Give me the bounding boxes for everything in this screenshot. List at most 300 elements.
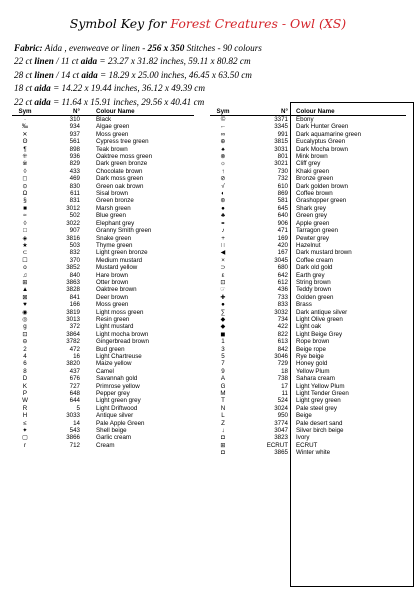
dmc-number-cell: 950 bbox=[277, 412, 288, 420]
dmc-number-cell: 907 bbox=[69, 227, 80, 235]
dmc-number-cell: 3032 bbox=[274, 308, 288, 316]
fabric-label: Fabric: bbox=[14, 43, 43, 53]
table-row bbox=[210, 146, 406, 153]
colour-name-cell: Light grey green bbox=[296, 397, 341, 405]
symbol-cell: ★ bbox=[22, 241, 28, 249]
colour-name-cell: Light moss green bbox=[96, 308, 144, 316]
table-row bbox=[210, 331, 406, 338]
dmc-number-cell: 642 bbox=[277, 271, 288, 279]
dmc-number-cell: 3371 bbox=[274, 116, 288, 123]
dmc-number-cell: 831 bbox=[69, 197, 80, 205]
symbol-cell: ≈ bbox=[23, 212, 27, 220]
table-row bbox=[210, 235, 406, 242]
dmc-number-cell: 3024 bbox=[274, 404, 288, 412]
table-row bbox=[12, 412, 194, 419]
colour-name-cell: Khaki green bbox=[296, 167, 330, 175]
table-row bbox=[12, 420, 194, 427]
table-row bbox=[210, 294, 406, 301]
table-row bbox=[210, 272, 406, 279]
symbol-cell: K bbox=[22, 382, 28, 390]
colour-name-cell: Dark antique silver bbox=[296, 308, 348, 316]
dmc-number-cell: 712 bbox=[69, 441, 80, 449]
dmc-number-cell: 640 bbox=[277, 212, 288, 220]
dmc-number-cell: 3021 bbox=[274, 160, 288, 168]
table-row bbox=[12, 272, 194, 279]
colour-name-cell: Bronze green bbox=[296, 175, 334, 183]
table-row bbox=[210, 242, 406, 249]
colour-name-cell: Ebony bbox=[296, 116, 314, 123]
size-line-2: 28 ct linen / 14 ct aida = 18.29 x 25.00 inches, 46.45 x 63.50 cm bbox=[14, 69, 252, 80]
dmc-number-cell: 310 bbox=[69, 116, 80, 123]
colour-name-cell: Snake green bbox=[96, 234, 132, 242]
dmc-number-cell: 433 bbox=[69, 167, 80, 175]
table-row bbox=[210, 227, 406, 234]
colour-name-cell: Dark mustard brown bbox=[296, 249, 352, 257]
symbol-cell: ◀ bbox=[220, 249, 226, 257]
symbol-cell: 5 bbox=[221, 353, 225, 360]
colour-name-cell: Pewter grey bbox=[296, 234, 330, 242]
dmc-number-cell: 3863 bbox=[66, 278, 80, 286]
colour-name-cell: Garlic cream bbox=[96, 434, 132, 442]
table-row bbox=[12, 220, 194, 227]
table-row bbox=[12, 123, 194, 130]
table-row bbox=[210, 442, 406, 449]
dmc-number-cell: 372 bbox=[69, 323, 80, 331]
colour-name-cell: Resin green bbox=[96, 315, 130, 323]
symbol-cell: ⁜ bbox=[22, 153, 28, 161]
colour-name-cell: Camel bbox=[96, 367, 114, 375]
table-row bbox=[210, 405, 406, 412]
table-row bbox=[210, 323, 406, 330]
table-row bbox=[210, 131, 406, 138]
dmc-number-cell: 3013 bbox=[66, 315, 80, 323]
dmc-number-cell: 16 bbox=[73, 353, 80, 360]
symbol-cell: ⊙ bbox=[22, 182, 28, 190]
colour-name-cell: Oaktree moss green bbox=[96, 153, 153, 161]
colour-name-cell: Thyme green bbox=[96, 241, 133, 249]
colour-name-cell: Bud green bbox=[96, 345, 125, 353]
table-row bbox=[12, 442, 194, 449]
dmc-number-cell: 610 bbox=[277, 182, 288, 190]
symbol-cell: ⚭ bbox=[220, 219, 226, 227]
table-row bbox=[210, 220, 406, 227]
colour-name-cell: Pepper grey bbox=[96, 390, 130, 398]
colour-name-cell: Beige bbox=[296, 412, 312, 420]
colour-name-cell: Otter brown bbox=[96, 278, 129, 286]
colour-name-cell: Moss green bbox=[96, 130, 129, 138]
symbol-cell: 2 bbox=[23, 345, 27, 353]
symbol-cell: ◆ bbox=[220, 315, 226, 323]
dmc-number-cell: 3866 bbox=[66, 434, 80, 442]
table-row bbox=[12, 138, 194, 145]
symbol-cell: ◆ bbox=[220, 323, 226, 331]
symbol-cell: ≤ bbox=[23, 419, 27, 427]
dmc-number-cell: 676 bbox=[69, 375, 80, 383]
dmc-number-cell: 611 bbox=[70, 190, 80, 198]
table-row bbox=[210, 190, 406, 197]
dmc-number-cell: 727 bbox=[69, 382, 80, 390]
symbol-cell: g bbox=[23, 323, 27, 331]
colour-name-cell: Cliff grey bbox=[296, 160, 321, 168]
table-row bbox=[12, 323, 194, 330]
dmc-number-cell: 581 bbox=[277, 197, 288, 205]
table-row bbox=[12, 235, 194, 242]
table-row bbox=[12, 405, 194, 412]
colour-name-cell: Medium mustard bbox=[96, 256, 143, 264]
right-rows bbox=[210, 116, 406, 457]
symbol-cell: M bbox=[220, 390, 226, 398]
symbol-cell: ◻ bbox=[22, 175, 28, 183]
colour-name-cell: Light green bronze bbox=[96, 249, 148, 257]
colour-name-cell: Dark Mocha brown bbox=[296, 145, 348, 153]
table-row bbox=[12, 183, 194, 190]
table-row bbox=[12, 205, 194, 212]
colour-name-cell: Black bbox=[96, 116, 112, 123]
colour-name-cell: Coffee cream bbox=[296, 256, 334, 264]
symbol-cell: ⊛ bbox=[220, 197, 226, 205]
dmc-number-cell: 644 bbox=[69, 397, 80, 405]
colour-name-cell: Light Tender Green bbox=[296, 390, 349, 398]
table-row bbox=[210, 123, 406, 130]
symbol-cell: ※ bbox=[22, 160, 28, 168]
colour-name-cell: Maize yellow bbox=[96, 360, 132, 368]
colour-name-cell: Granny Smith green bbox=[96, 227, 152, 235]
table-row bbox=[12, 360, 194, 367]
symbol-cell: ∷ bbox=[221, 241, 225, 249]
dmc-number-cell: 680 bbox=[277, 264, 288, 272]
dmc-number-cell: 3852 bbox=[66, 264, 80, 272]
dmc-number-cell: 732 bbox=[277, 175, 288, 183]
colour-name-cell: Tarragon green bbox=[296, 227, 338, 235]
dmc-number-cell: 3022 bbox=[66, 219, 80, 227]
symbol-cell: ⊠ bbox=[22, 293, 28, 301]
symbol-cell: ● bbox=[221, 204, 225, 212]
dmc-number-cell: 842 bbox=[277, 345, 288, 353]
size-line-1: 22 ct linen / 11 ct aida = 23.27 x 31.82 inches, 59.11 x 80.82 cm bbox=[14, 56, 251, 67]
symbol-cell: 8 bbox=[23, 367, 27, 375]
symbol-cell: ε bbox=[221, 271, 225, 279]
table-row bbox=[210, 116, 406, 123]
dmc-number-cell: 3820 bbox=[66, 360, 80, 368]
table-header bbox=[12, 108, 194, 116]
symbol-cell: Ω bbox=[22, 190, 28, 198]
dmc-number-cell: 840 bbox=[69, 271, 80, 279]
table-row bbox=[210, 397, 406, 404]
symbol-cell: ▲ bbox=[21, 286, 29, 294]
table-row bbox=[210, 353, 406, 360]
colour-name-cell: Primrose yellow bbox=[96, 382, 140, 390]
symbol-cell: 4 bbox=[23, 353, 27, 360]
dmc-number-cell: 3782 bbox=[66, 338, 80, 346]
symbol-cell: ☞ bbox=[220, 286, 226, 294]
symbol-cell: ‰ bbox=[21, 123, 29, 131]
title-pattern-name: Forest Creatures - Owl (XS) bbox=[170, 16, 347, 31]
symbol-cell: 7 bbox=[221, 360, 225, 368]
colour-name-cell: Honey gold bbox=[296, 360, 328, 368]
symbol-cell: W bbox=[22, 397, 28, 405]
symbol-cell: + bbox=[221, 234, 225, 242]
table-row bbox=[210, 257, 406, 264]
symbol-cell: 9 bbox=[221, 367, 225, 375]
symbol-cell: ◎ bbox=[22, 315, 28, 323]
dmc-number-cell: 11 bbox=[281, 390, 288, 398]
symbol-cell: ∞ bbox=[220, 130, 226, 138]
colour-name-cell: Blue green bbox=[96, 212, 126, 220]
colour-name-cell: Coffee brown bbox=[296, 190, 333, 198]
colour-name-cell: Sahara cream bbox=[296, 375, 335, 383]
table-row bbox=[210, 264, 406, 271]
dmc-number-cell: 502 bbox=[69, 212, 80, 220]
table-row bbox=[210, 420, 406, 427]
table-row bbox=[12, 153, 194, 160]
dmc-number-cell: 524 bbox=[277, 397, 288, 405]
colour-name-cell: Light green grey bbox=[96, 397, 141, 405]
dmc-number-cell: 370 bbox=[69, 256, 80, 264]
dmc-number-cell: 833 bbox=[277, 301, 288, 309]
colour-name-cell: Light mocha brown bbox=[96, 330, 149, 338]
dmc-number-cell: 3815 bbox=[274, 138, 288, 146]
symbol-cell: o bbox=[23, 264, 27, 272]
dmc-number-cell: 18 bbox=[281, 367, 288, 375]
dmc-number-cell: 3031 bbox=[274, 145, 288, 153]
symbol-cell: ✦ bbox=[22, 427, 28, 435]
dmc-number-cell: 3823 bbox=[274, 434, 288, 442]
table-row bbox=[210, 434, 406, 441]
symbol-cell: ☐ bbox=[22, 256, 28, 264]
dmc-number-cell: 645 bbox=[277, 204, 288, 212]
symbol-cell: ¶ bbox=[23, 145, 27, 153]
dmc-number-cell: 898 bbox=[69, 145, 80, 153]
fabric-rest: Stitches - 90 colours bbox=[184, 43, 262, 53]
dmc-number-cell: 613 bbox=[277, 338, 288, 346]
dmc-number-cell: 420 bbox=[277, 241, 288, 249]
header-sym: Sym bbox=[216, 108, 230, 115]
dmc-number-cell: 934 bbox=[69, 123, 80, 131]
colour-name-cell: Green oak brown bbox=[96, 182, 144, 190]
colour-name-cell: String brown bbox=[296, 278, 331, 286]
symbol-cell: ⊖ bbox=[22, 338, 28, 346]
table-row bbox=[12, 197, 194, 204]
table-row bbox=[210, 301, 406, 308]
symbol-cell: ♫ bbox=[22, 271, 28, 279]
table-row bbox=[210, 138, 406, 145]
symbol-cell: G bbox=[220, 382, 226, 390]
table-row bbox=[12, 190, 194, 197]
table-row bbox=[12, 294, 194, 301]
colour-name-cell: Rope brown bbox=[296, 338, 330, 346]
table-row bbox=[210, 383, 406, 390]
symbol-cell: 3 bbox=[221, 345, 225, 353]
dmc-number-cell: 3046 bbox=[274, 353, 288, 360]
title-prefix: Symbol Key for bbox=[69, 16, 167, 31]
dmc-number-cell: 469 bbox=[69, 175, 80, 183]
table-row bbox=[210, 346, 406, 353]
table-row bbox=[210, 360, 406, 367]
page-title bbox=[0, 16, 416, 31]
colour-name-cell: Dark golden brown bbox=[296, 182, 348, 190]
dmc-number-cell: 17 bbox=[281, 382, 288, 390]
symbol-cell: ■ bbox=[23, 204, 27, 212]
colour-name-cell: Winter white bbox=[296, 449, 331, 457]
symbol-cell: ⊕ bbox=[220, 138, 226, 146]
table-row bbox=[12, 397, 194, 404]
symbol-cell: ⊃ bbox=[220, 264, 226, 272]
colour-name-cell: Dark green bronze bbox=[96, 160, 148, 168]
symbol-cell: ▢ bbox=[22, 434, 28, 442]
dmc-number-cell: 936 bbox=[69, 153, 80, 161]
colour-name-cell: Dark Hunter Green bbox=[296, 123, 349, 131]
colour-name-cell: Hare brown bbox=[96, 271, 128, 279]
dmc-number-cell: 436 bbox=[277, 286, 288, 294]
symbol-cell: Z bbox=[221, 419, 225, 427]
symbol-cell: L bbox=[221, 412, 225, 420]
symbol-cell: ◘ bbox=[221, 434, 225, 442]
colour-name-cell: Cypress tree green bbox=[96, 138, 149, 146]
symbol-cell: ♠ bbox=[221, 145, 225, 153]
colour-name-cell: Pale Apple Green bbox=[96, 419, 145, 427]
colour-name-cell: Moss green bbox=[96, 301, 129, 309]
colour-name-cell: Pale desert sand bbox=[296, 419, 343, 427]
dmc-number-cell: 841 bbox=[69, 293, 80, 301]
colour-name-cell: Deer brown bbox=[96, 293, 128, 301]
table-row bbox=[12, 116, 194, 123]
table-row bbox=[12, 279, 194, 286]
table-row bbox=[12, 168, 194, 175]
table-row bbox=[210, 286, 406, 293]
table-header bbox=[210, 108, 406, 116]
colour-name-cell: Marsh green bbox=[96, 204, 131, 212]
symbol-cell: T bbox=[221, 397, 225, 405]
table-row bbox=[210, 338, 406, 345]
dmc-number-cell: 832 bbox=[69, 249, 80, 257]
symbol-cell: ⊞ bbox=[22, 278, 28, 286]
header-num: N° bbox=[281, 108, 288, 115]
dmc-number-cell: 730 bbox=[277, 167, 288, 175]
colour-name-cell: Light Driftwood bbox=[96, 404, 138, 412]
symbol-cell: ◐ bbox=[221, 190, 225, 198]
dmc-number-cell: 3012 bbox=[66, 204, 80, 212]
table-row bbox=[210, 375, 406, 382]
table-row bbox=[210, 212, 406, 219]
dmc-number-cell: 561 bbox=[69, 138, 80, 146]
symbol-cell: ♪ bbox=[221, 227, 225, 235]
table-row bbox=[210, 316, 406, 323]
header-sym: Sym bbox=[18, 108, 32, 115]
table-row bbox=[12, 390, 194, 397]
symbol-cell: □ bbox=[23, 227, 27, 235]
dmc-number-cell: 3865 bbox=[274, 449, 288, 457]
symbol-cell: N bbox=[220, 404, 226, 412]
dmc-number-cell: 991 bbox=[277, 130, 288, 138]
table-row bbox=[12, 331, 194, 338]
dmc-number-cell: 3345 bbox=[274, 123, 288, 131]
stitch-count: 256 x 350 bbox=[147, 43, 185, 53]
symbol-cell: ● bbox=[221, 301, 225, 309]
table-row bbox=[12, 212, 194, 219]
header-colour-name: Colour Name bbox=[96, 108, 135, 115]
symbol-cell: ← bbox=[219, 123, 227, 131]
symbol-cell: 1 bbox=[221, 338, 225, 346]
symbol-cell: 6 bbox=[23, 360, 27, 368]
table-row bbox=[210, 449, 406, 456]
symbol-cell: ◉ bbox=[22, 308, 28, 316]
dmc-number-cell: 543 bbox=[69, 427, 80, 435]
symbol-cell: ∑ bbox=[220, 308, 226, 316]
table-row bbox=[12, 227, 194, 234]
dmc-number-cell: 3774 bbox=[274, 419, 288, 427]
dmc-number-cell: 169 bbox=[277, 234, 288, 242]
dmc-number-cell: 166 bbox=[69, 301, 80, 309]
table-row bbox=[210, 205, 406, 212]
colour-name-cell: Chocolate brown bbox=[96, 167, 143, 175]
table-row bbox=[12, 286, 194, 293]
colour-name-cell: Earth grey bbox=[296, 271, 325, 279]
dmc-number-cell: 437 bbox=[69, 367, 80, 375]
colour-name-cell: Grashopper green bbox=[296, 197, 347, 205]
symbol-cell: ✚ bbox=[220, 293, 226, 301]
colour-name-cell: ECRUT bbox=[296, 441, 318, 449]
colour-name-cell: Apple green bbox=[296, 219, 330, 227]
colour-name-cell: Gingerbread brown bbox=[96, 338, 149, 346]
header-colour-name: Colour Name bbox=[296, 108, 335, 115]
table-row bbox=[12, 249, 194, 256]
dmc-number-cell: 3816 bbox=[66, 234, 80, 242]
dmc-number-cell: 612 bbox=[277, 278, 288, 286]
symbol-cell: ⊞ bbox=[220, 441, 226, 449]
symbol-cell: ↓ bbox=[221, 427, 225, 435]
table-row bbox=[12, 338, 194, 345]
symbol-cell: ⊘ bbox=[220, 175, 226, 183]
size-line-4: 22 ct aida = 11.64 x 15.91 inches, 29.56 x 40.41 cm bbox=[14, 96, 205, 107]
dmc-number-cell: 14 bbox=[73, 419, 80, 427]
colour-name-cell: Light mustard bbox=[96, 323, 134, 331]
colour-name-cell: Light oak bbox=[296, 323, 322, 331]
fabric-line bbox=[14, 42, 414, 55]
table-row bbox=[12, 434, 194, 441]
fabric-info bbox=[14, 42, 414, 109]
colour-name-cell: Savannah gold bbox=[96, 375, 138, 383]
table-row bbox=[210, 309, 406, 316]
symbol-cell: H bbox=[22, 412, 28, 420]
colour-name-cell: Pale steel grey bbox=[296, 404, 337, 412]
dmc-number-cell: 5 bbox=[76, 404, 80, 412]
table-row bbox=[12, 264, 194, 271]
table-row bbox=[12, 242, 194, 249]
table-row bbox=[12, 257, 194, 264]
symbol-cell: § bbox=[23, 197, 27, 205]
symbol-cell: · bbox=[23, 116, 27, 123]
table-row bbox=[210, 153, 406, 160]
table-row bbox=[12, 309, 194, 316]
colour-name-cell: Sisal brown bbox=[96, 190, 128, 198]
table-row bbox=[12, 146, 194, 153]
dmc-number-cell: 733 bbox=[277, 293, 288, 301]
symbol-cell: ◊ bbox=[23, 167, 27, 175]
header-num: N° bbox=[73, 108, 80, 115]
table-row bbox=[12, 353, 194, 360]
table-row bbox=[210, 412, 406, 419]
dmc-number-cell: 3045 bbox=[274, 256, 288, 264]
colour-name-cell: Teak brown bbox=[96, 145, 128, 153]
dmc-number-cell: 822 bbox=[277, 330, 288, 338]
fabric-text: Aida , evenweave or linen - bbox=[44, 43, 148, 53]
dmc-number-cell: ECRUT bbox=[266, 441, 288, 449]
dmc-number-cell: 738 bbox=[277, 375, 288, 383]
symbol-cell: ◈ bbox=[22, 234, 28, 242]
size-line-3: 18 ct aida = 14.22 x 19.44 inches, 36.12 x 49.39 cm bbox=[14, 83, 205, 94]
symbol-cell: A bbox=[220, 375, 226, 383]
symbol-cell: ♥ bbox=[23, 301, 27, 309]
